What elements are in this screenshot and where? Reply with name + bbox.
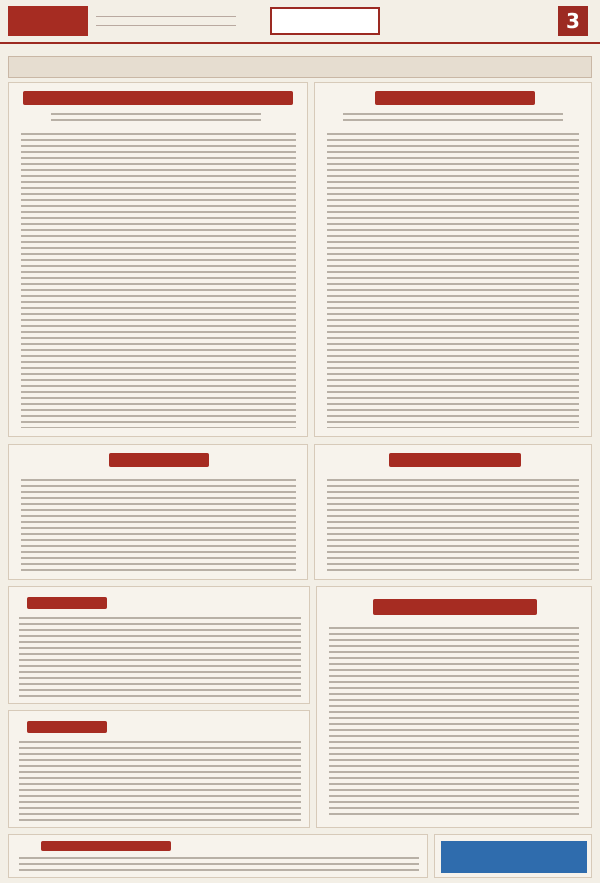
editorial-text — [329, 627, 579, 817]
notice-text-1 — [19, 617, 301, 697]
lower-left-story — [8, 444, 308, 580]
bottom-text — [19, 857, 419, 873]
lower-left-headline — [109, 453, 209, 467]
masthead-meta — [96, 16, 236, 26]
page-number: 3 — [558, 6, 588, 36]
lead-headline — [23, 91, 293, 105]
bottom-headline — [41, 841, 171, 851]
notice-text-2 — [19, 741, 301, 821]
notice-box-2 — [8, 710, 310, 828]
photo-block — [441, 841, 587, 873]
lead-story — [8, 82, 308, 437]
editorial-box — [316, 586, 592, 828]
right-headline — [375, 91, 535, 105]
editorial-title — [373, 599, 537, 615]
right-text — [327, 133, 579, 428]
lower-left-text — [21, 479, 296, 571]
masthead — [0, 0, 600, 44]
lower-right-story — [314, 444, 592, 580]
notice-title-1 — [27, 597, 107, 609]
notice-box-1 — [8, 586, 310, 704]
right-story — [314, 82, 592, 437]
right-subhead — [343, 113, 563, 121]
lower-right-headline — [389, 453, 521, 467]
newspaper-logo — [8, 6, 88, 36]
lead-subhead — [51, 113, 261, 121]
lead-text — [21, 133, 296, 428]
notice-title-2 — [27, 721, 107, 733]
section-title — [270, 7, 380, 35]
top-banner — [8, 56, 592, 78]
bottom-story — [8, 834, 428, 878]
lower-right-text — [327, 479, 579, 571]
bottom-right-box — [434, 834, 592, 878]
